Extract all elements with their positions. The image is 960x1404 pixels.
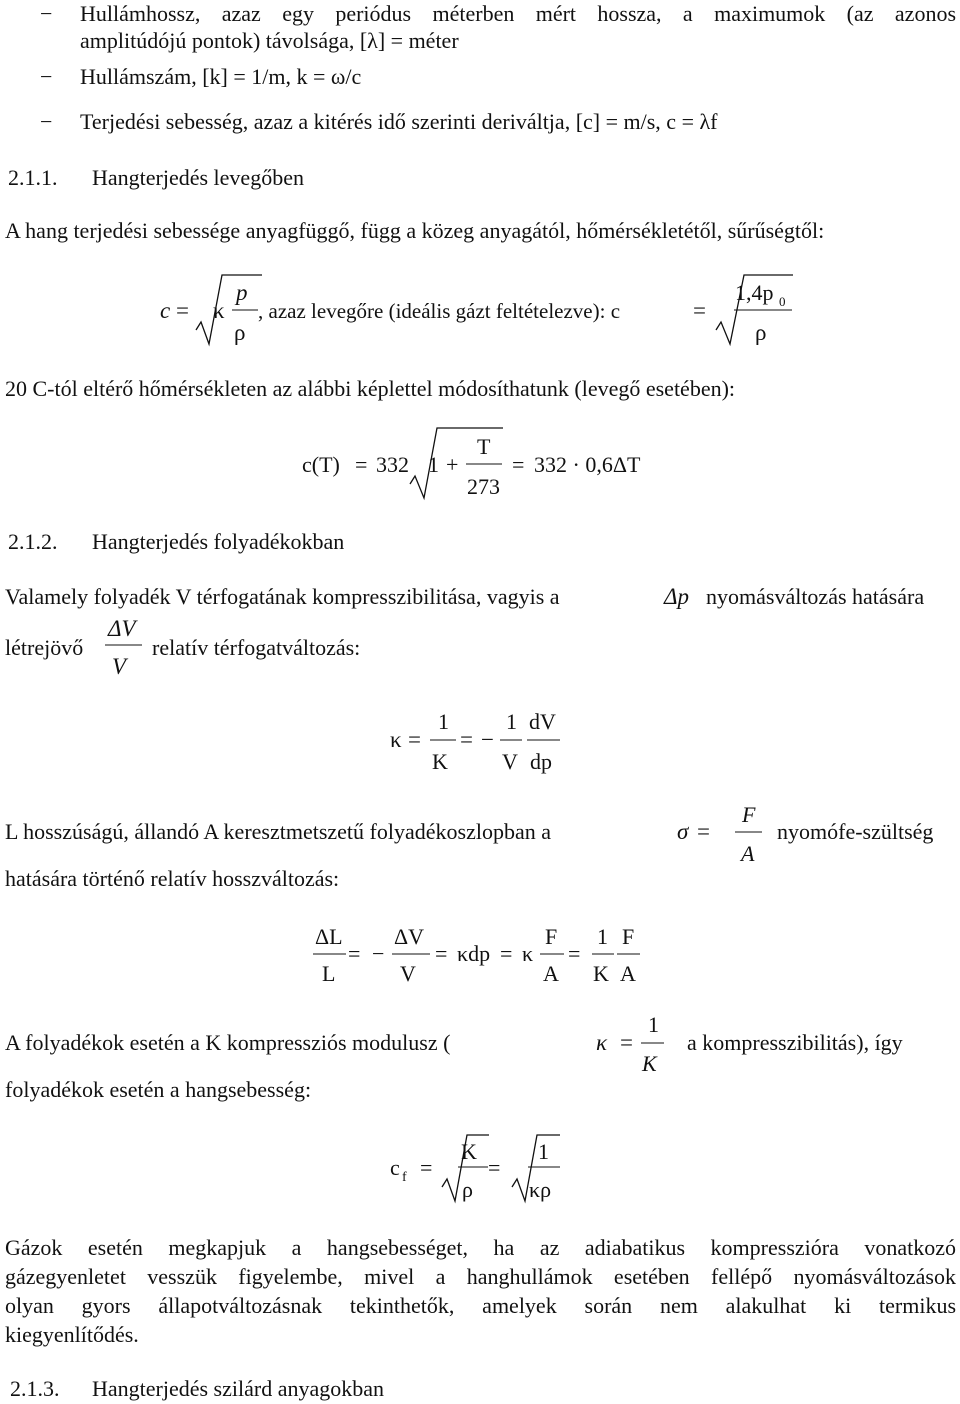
paragraph-modulus-line1-start: A folyadékok esetén a K kompressziós modulusz ( (5, 1030, 451, 1055)
formula-operator: = (697, 819, 710, 844)
section-number: 2.1.3. (10, 1376, 60, 1401)
paragraph-compressibility-line1: Valamely folyadék V térfogatának kompresszibilitása, vagyis a (5, 584, 560, 609)
formula-operator: = (348, 941, 361, 966)
fraction-denominator: V (112, 654, 127, 679)
fraction-numerator: dV (529, 709, 556, 734)
fraction-numerator: 1 (597, 924, 608, 949)
section-number: 2.1.2. (8, 529, 58, 554)
fraction-denominator: V (400, 961, 416, 986)
fraction-denominator: A (543, 961, 559, 986)
fraction-denominator: κρ (529, 1177, 552, 1202)
paragraph-line: kiegyenlítődés. (5, 1322, 139, 1347)
fraction-numerator: F (622, 924, 635, 949)
section-title: Hangterjedés szilárd anyagokban (92, 1376, 384, 1401)
fraction-denominator: ρ (234, 320, 246, 345)
formula-operator: = (408, 727, 421, 752)
section-number: 2.1.1. (8, 165, 58, 190)
bullet-dash: − (40, 64, 53, 89)
paragraph-modulus-line2: folyadékok esetén a hangsebesség: (5, 1077, 312, 1102)
fraction-numerator: 1 (506, 709, 517, 734)
formula-operator: = (176, 298, 189, 323)
paragraph-line: gázegyenletet vesszük figyelembe, mivel a hanghullámok esetében fellépő nyomásváltozások (5, 1264, 956, 1289)
fraction-denominator: dp (530, 749, 552, 774)
paragraph-line: olyan gyors állapotváltozásnak tekinthetők, amelyek során nem alakulhat ki termikus (5, 1293, 956, 1318)
fraction-numerator: 1 (438, 709, 449, 734)
fraction-denominator: L (322, 961, 336, 986)
bullet-dash: − (40, 109, 53, 134)
formula-operator: = (568, 941, 581, 966)
subscript: 0 (779, 294, 786, 309)
fraction-denominator: K (432, 749, 448, 774)
formula-operator: = (420, 1155, 433, 1180)
fraction-denominator: V (502, 749, 518, 774)
pressure-change-symbol: Δp (664, 584, 689, 609)
fraction-numerator: F (742, 802, 756, 827)
formula-operator: = (620, 1030, 633, 1055)
formula-symbol: c (390, 1155, 400, 1180)
formula-symbol: c (160, 298, 171, 323)
fraction-denominator: A (741, 841, 755, 866)
fraction-numerator: ΔL (315, 924, 343, 949)
formula-term: κdp (457, 941, 491, 966)
formula-operator: = (460, 727, 473, 752)
formula-operator: = (488, 1155, 501, 1180)
formula-symbol: κ (390, 727, 402, 752)
fraction-denominator: K (593, 961, 609, 986)
fraction-numerator: 1 (648, 1012, 659, 1037)
bullet-text: Hullámszám, [k] = 1/m, k = ω/c (80, 64, 362, 89)
bullet-text-line2: amplitúdójú pontok) távolsága, [λ] = méter (80, 28, 459, 53)
paragraph-compressibility-line2-start: létrejövő (5, 635, 84, 660)
formula-operator: − (372, 941, 385, 966)
formula-symbol: κ (596, 1030, 608, 1055)
paragraph-temperature: 20 C-tól eltérő hőmérsékleten az alábbi képlettel módosíthatunk (levegő esetében): (5, 376, 736, 401)
formula-text: , azaz levegőre (ideális gázt feltételezve): c (258, 299, 621, 323)
formula-constant: 332 (376, 452, 409, 477)
fraction-denominator: ρ (755, 320, 767, 345)
formula-symbol: σ (677, 819, 689, 844)
formula-number: 1 (428, 452, 439, 477)
paragraph-line: Gázok esetén megkapjuk a hangsebességet, ha az adiabatikus kompresszióra vonatkozó (5, 1235, 956, 1260)
formula-operator: = (500, 941, 513, 966)
formula-symbol: κ (522, 941, 534, 966)
fraction-denominator: ρ (462, 1177, 473, 1202)
fraction-numerator: ΔV (394, 924, 425, 949)
paragraph-column-line1-end: nyomófe-szültség (777, 819, 934, 844)
fraction-denominator: K (642, 1051, 657, 1076)
fraction-numerator: ΔV (108, 616, 136, 641)
bullet-text: Terjedési sebesség, azaz a kitérés idő szerinti deriváltja, [c] = m/s, c = λf (80, 109, 718, 134)
paragraph-compressibility-line1-end: nyomásváltozás hatására (706, 584, 925, 609)
section-title: Hangterjedés levegőben (92, 165, 304, 190)
formula-symbol: κ (213, 298, 225, 323)
bullet-text-line1: Hullámhossz, azaz egy periódus méterben mért hossza, a maximumok (az azonos (80, 1, 956, 26)
formula-operator: = (512, 452, 525, 477)
paragraph-compressibility-line2-end: relatív térfogatváltozás: (152, 635, 361, 660)
fraction-numerator: p (236, 280, 248, 305)
paragraph-column-line2: hatására történő relatív hosszváltozás: (5, 866, 340, 891)
bullet-dash: − (40, 1, 53, 26)
fraction-denominator: 273 (467, 474, 500, 499)
formula-lhs: c(T) (302, 452, 340, 477)
fraction-numerator: 1,4p (735, 280, 774, 305)
formula-operator: − (481, 727, 494, 752)
subscript: f (402, 1170, 407, 1185)
paragraph-column-line1-start: L hosszúságú, állandó A keresztmetszetű folyadékoszlopban a (5, 819, 551, 844)
fraction-numerator: 1 (538, 1139, 549, 1164)
fraction-numerator: T (477, 434, 491, 459)
fraction-numerator: K (461, 1139, 477, 1164)
fraction-numerator: F (545, 924, 558, 949)
paragraph-modulus-line1-end: a kompresszibilitás), így (687, 1030, 903, 1055)
formula-rhs: 332 · 0,6ΔT (534, 452, 641, 477)
formula-operator: = (355, 452, 368, 477)
fraction-denominator: A (620, 961, 636, 986)
formula-operator: + (446, 452, 459, 477)
formula-operator: = (693, 298, 706, 323)
formula-operator: = (435, 941, 448, 966)
section-title: Hangterjedés folyadékokban (92, 529, 345, 554)
paragraph-sound-speed: A hang terjedési sebessége anyagfüggő, függ a közeg anyagától, hőmérsékletétől, sűrűségtől: (5, 218, 825, 243)
